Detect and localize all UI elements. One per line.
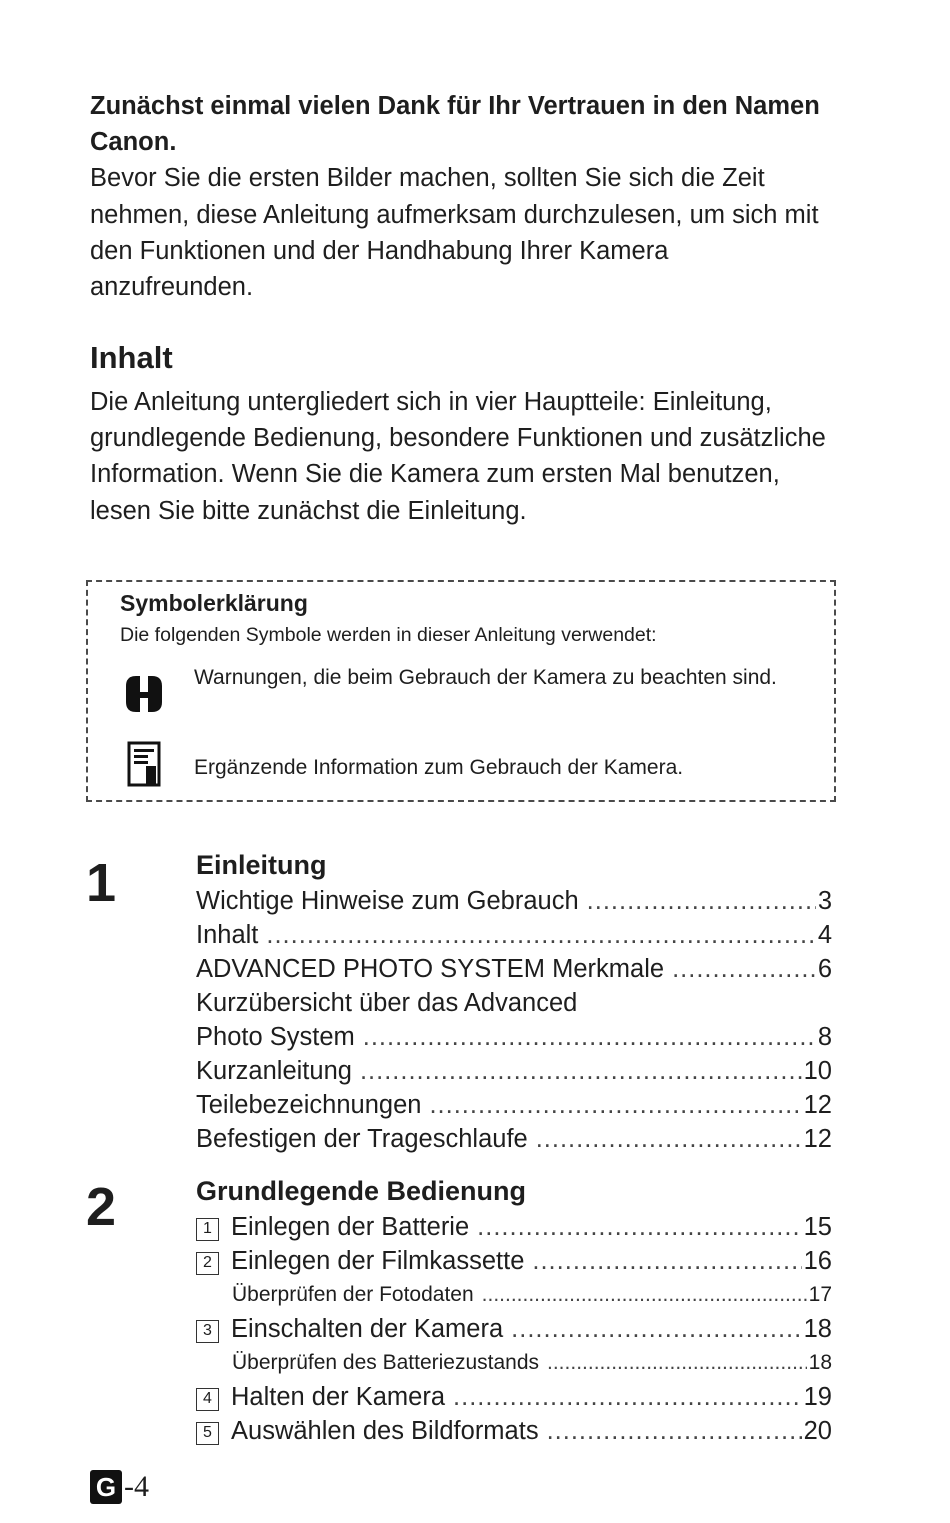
step-number-box: 5 <box>196 1422 219 1445</box>
toc-entry: 4 Halten der Kamera ..... 19 <box>196 1380 832 1414</box>
step-number-box: 3 <box>196 1320 219 1343</box>
toc-entry: Teilebezeichnungen ..... 12 <box>196 1088 832 1122</box>
symbol-legend-box <box>86 580 836 802</box>
symbol-warning-text: Warnungen, die beim Gebrauch der Kamera zu beachten sind. <box>194 666 777 689</box>
toc-entry-line1: Kurzübersicht über das Advanced <box>196 989 578 1017</box>
toc-entry: ADVANCED PHOTO SYSTEM Merkmale ..... 6 <box>196 952 832 986</box>
page-number <box>90 1470 149 1504</box>
toc-entry: 2 Einlegen der Filmkassette ..... 16 <box>196 1244 832 1278</box>
toc-entry: Photo System ..... 8 <box>196 1020 832 1054</box>
intro-thanks: Zunächst einmal vielen Dank für Ihr Vertrauen in den Namen Canon. <box>90 92 820 157</box>
step-number-box: 2 <box>196 1252 219 1275</box>
step-number-box: 4 <box>196 1388 219 1411</box>
toc-subentry: Überprüfen des Batteriezustands ..... 18 <box>196 1346 832 1380</box>
toc-entry: 5 Auswählen des Bildformats ..... 20 <box>196 1414 832 1448</box>
toc-entry: 3 Einschalten der Kamera ..... 18 <box>196 1312 832 1346</box>
symbol-info-text: Ergänzende Information zum Gebrauch der Kamera. <box>194 756 684 779</box>
section-title: Inhalt <box>90 340 173 375</box>
intro-paragraph <box>90 88 830 305</box>
toc-entry: Inhalt ..... 4 <box>196 918 832 952</box>
chapter-title: Grundlegende Bedienung <box>196 1176 527 1206</box>
chapter-title: Einleitung <box>196 850 327 880</box>
warning-hand-icon <box>122 672 166 716</box>
intro-text: Bevor Sie die ersten Bilder machen, sollten Sie sich die Zeit nehmen, diese Anleitung aufmerksam durchzulesen, um sich mit den Funktionen und der Handhabung Ihrer Kamera anzufreunden. <box>90 164 819 302</box>
section-text: Die Anleitung untergliedert sich in vier Hauptteile: Einleitung, grundlegende Bedienung, besondere Funktionen und zusätzliche Information. Wenn Sie die Kamera zum ersten Mal benutzen, lesen Sie bitte zunächst die Einleitung. <box>90 388 826 525</box>
toc-entry: Befestigen der Trageschlaufe ..... 12 <box>196 1122 832 1156</box>
chapter-number: 1 <box>86 853 117 913</box>
language-badge: G <box>90 1470 122 1504</box>
toc-entry: Wichtige Hinweise zum Gebrauch ..... 3 <box>196 884 832 918</box>
toc-entry: 1 Einlegen der Batterie ..... 15 <box>196 1210 832 1244</box>
chapter-number: 2 <box>86 1177 117 1237</box>
page-number-text: -4 <box>124 1470 149 1503</box>
memo-note-icon <box>126 740 162 788</box>
toc-subentry: Überprüfen der Fotodaten ..... 17 <box>196 1278 832 1312</box>
toc-entry: Kurzanleitung ..... 10 <box>196 1054 832 1088</box>
symbol-legend-title: Symbolerklärung <box>120 590 308 616</box>
step-number-box: 1 <box>196 1218 219 1241</box>
chapter-2 <box>196 1172 832 1448</box>
symbol-legend-description: Die folgenden Symbole werden in dieser Anleitung verwendet: <box>120 624 657 646</box>
chapter-1 <box>196 846 832 1156</box>
